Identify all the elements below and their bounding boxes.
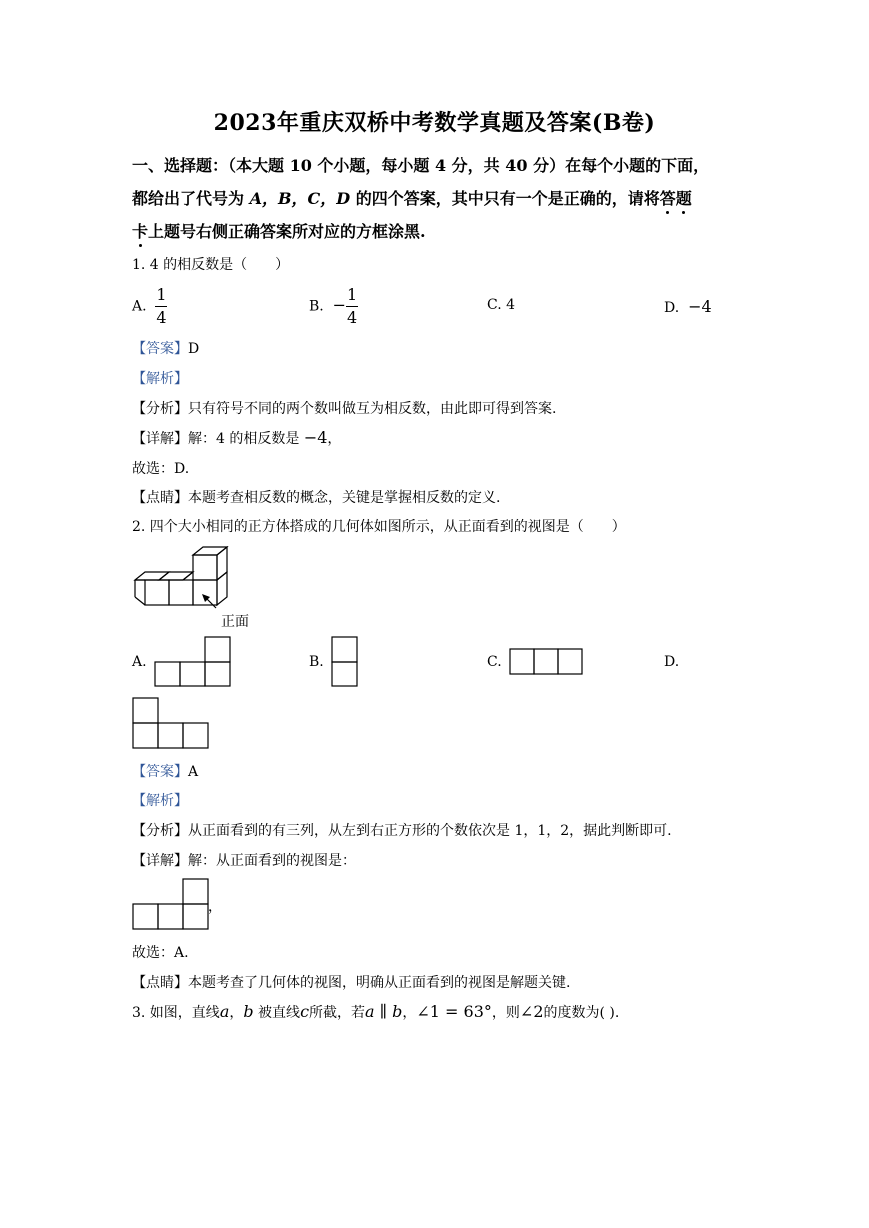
q1-option-d: D. −4	[664, 297, 712, 316]
q2-solution-comma: ，	[208, 899, 222, 915]
q1-fenxi: 【分析】只有符号不同的两个数叫做互为相反数，由此即可得到答案.	[132, 401, 557, 417]
q2-solution-figure	[132, 878, 210, 931]
q2-stem: 2. 四个大小相同的正方体搭成的几何体如图所示，从正面看到的视图是（ ）	[132, 519, 626, 535]
q2-dianjing: 【点睛】本题考查了几何体的视图，明确从正面看到的视图是解题关键.	[132, 975, 571, 991]
q2-answer: 【答案】A	[132, 764, 199, 780]
q2-front-label: 正面	[221, 614, 249, 630]
q2-xiangjie: 【详解】解：从正面看到的视图是：	[132, 853, 356, 869]
q1-option-b: B. − $\frac{1}{4}$	[309, 285, 358, 327]
emphasis-dot-char: 卡	[132, 222, 149, 241]
q2-fenxi: 【分析】从正面看到的有三列，从左到右正方形的个数依次是 1，1，2，据此判断即可.	[132, 823, 672, 839]
q2-analysis-tag: 【解析】	[132, 793, 188, 809]
q2-option-d-figure	[132, 697, 210, 750]
q1-xiangjie: 【详解】解：4 的相反数是 −4，	[132, 428, 342, 447]
q1-option-c: C. 4	[487, 297, 516, 313]
section-intro-line-2: 都给出了代号为 A，B，C，D 的四个答案，其中只有一个是正确的，请将答题	[132, 189, 692, 208]
q2-option-d-label: D.	[664, 654, 680, 670]
q3-stem: 3. 如图，直线a，b 被直线c所截，若a ∥ b，∠1 = 63°，则∠2的度数为( ).	[132, 1002, 620, 1021]
q2-option-c-label: C.	[487, 654, 502, 670]
page-title: 2023年重庆双桥中考数学真题及答案(B卷)	[213, 110, 656, 136]
q2-option-a-figure	[154, 636, 232, 688]
q2-choose: 故选：A.	[132, 945, 189, 961]
q1-stem: 1. 4 的相反数是（ ）	[132, 257, 290, 273]
q2-option-c-figure	[509, 648, 585, 676]
q2-option-a-label: A.	[132, 654, 147, 670]
q1-dianjing: 【点睛】本题考查相反数的概念，关键是掌握相反数的定义.	[132, 490, 501, 506]
section-intro-line-3: 卡上题号右侧正确答案所对应的方框涂黑.	[132, 222, 426, 241]
q1-option-a: A. $\frac{1}{4}$	[132, 285, 167, 327]
emphasis-dot-char: 答	[659, 189, 676, 208]
q1-answer: 【答案】D	[132, 341, 200, 357]
q2-option-b-label: B.	[309, 654, 324, 670]
q1-choose: 故选：D.	[132, 461, 190, 477]
emphasis-dot-char: 题	[675, 189, 692, 208]
q2-option-b-figure	[331, 636, 359, 688]
section-intro-line-1: 一、选择题：（本大题 10 个小题，每小题 4 分，共 40 分）在每个小题的下面，	[132, 156, 710, 175]
q1-analysis-tag: 【解析】	[132, 371, 188, 387]
